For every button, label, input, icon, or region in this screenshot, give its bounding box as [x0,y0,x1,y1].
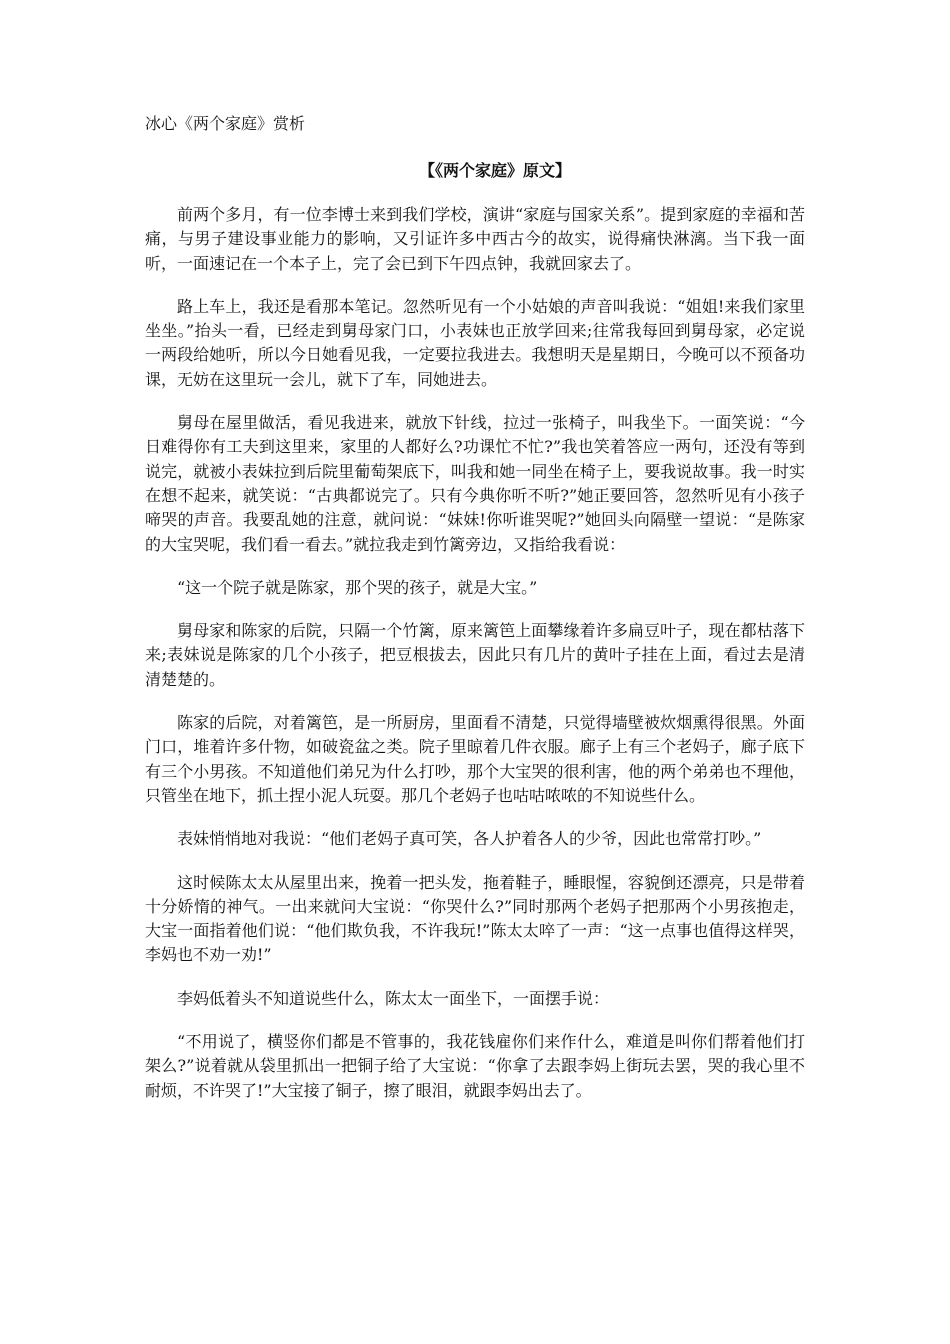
paragraph: 这时候陈太太从屋里出来，挽着一把头发，拖着鞋子，睡眼惺，容貌倒还漂亮，只是带着十分娇惰的神气。一出来就问大宝说：“你哭什么?”同时那两个老妈子把那两个小男孩抱走，大宝一面指着他们说：“他们欺负我，不许我玩!”陈太太啐了一声：“这一点事也值得这样哭，李妈也不劝一劝!” [145,872,805,965]
document-page [145,112,805,1103]
paragraph: “这一个院子就是陈家，那个哭的孩子，就是大宝。” [177,577,538,597]
document-title: 冰心《两个家庭》赏析 [145,114,306,133]
paragraph: 路上车上，我还是看那本笔记。忽然听见有一个小姑娘的声音叫我说：“姐姐!来我们家里坐坐。”抬头一看，已经走到舅母家门口，小表妹也正放学回来;往常我每回到舅母家，必定说一两段给她听，所以今日她看见我，一定要拉我进去。我想明天是星期日，今晚可以不预备功课，无妨在这里玩一会儿，就下了车，同她进去。 [145,296,805,389]
paragraph: 舅母家和陈家的后院，只隔一个竹篱，原来篱笆上面攀缘着许多扁豆叶子，现在都枯落下来;表妹说是陈家的几个小孩子，把豆根拔去，因此只有几片的黄叶子挂在上面，看过去是清清楚楚的。 [145,621,805,689]
paragraph: 陈家的后院，对着篱笆，是一所厨房，里面看不清楚，只觉得墙壁被炊烟熏得很黑。外面门口，堆着许多什物，如破瓷盆之类。院子里晾着几件衣服。廊子上有三个老妈子，廊子底下有三个小男孩。不知道他们弟兄为什么打吵，那个大宝哭的很利害，他的两个弟弟也不理他，只管坐在地下，抓土捏小泥人玩耍。那几个老妈子也咕咕哝哝的不知说些什么。 [145,713,805,805]
paragraph: 表妹悄悄地对我说：“他们老妈子真可笑，各人护着各人的少爷，因此也常常打吵。” [177,829,762,849]
paragraph: 李妈低着头不知道说些什么，陈太太一面坐下，一面摆手说： [177,988,610,1008]
paragraph: 舅母在屋里做活，看见我进来，就放下针线，拉过一张椅子，叫我坐下。一面笑说：“今日难得你有工夫到这里来，家里的人都好么?功课忙不忙?”我也笑着答应一两句，还没有等到说完，就被小表妹拉到后院里葡萄架底下，叫我和她一同坐在椅子上，要我说故事。我一时实在想不起来，就笑说：“古典都说完了。只有今典你听不听?”她正要回答，忽然听见有小孩子啼哭的声音。我要乱她的注意，就问说：“妹妹!你听谁哭呢?”她回头向隔壁一望说：“是陈家的大宝哭呢，我们看一看去。”就拉我走到竹篱旁边，又指给我看说： [145,413,805,554]
paragraph: 前两个多月，有一位李博士来到我们学校，演讲“家庭与国家关系”。提到家庭的幸福和苦痛，与男子建设事业能力的影响，又引证许多中西古今的故实，说得痛快淋漓。当下我一面听，一面速记在一个本子上，完了会已到下午四点钟，我就回家去了。 [145,205,805,273]
paragraph: “不用说了，横竖你们都是不管事的，我花钱雇你们来作什么，难道是叫你们帮着他们打架么?”说着就从袋里抓出一把铜子给了大宝说：“你拿了去跟李妈上街玩去罢，哭的我心里不耐烦，不许哭了!”大宝接了铜子，擦了眼泪，就跟李妈出去了。 [145,1032,805,1100]
section-heading: 【《两个家庭》原文】 [418,161,571,180]
